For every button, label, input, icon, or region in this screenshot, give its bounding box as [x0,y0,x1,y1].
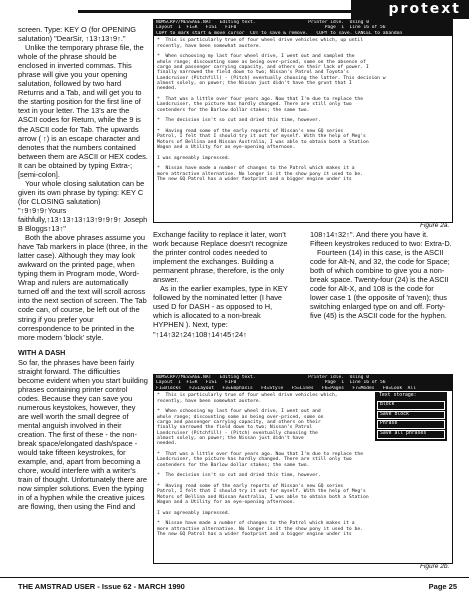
paragraph: "↑14↑32↑24↑108↑14↑45↑24↑ [153,329,247,339]
editor-line: * When schoosing my last four wheel drive, I went out and [157,409,321,415]
magazine-section-logo: protext [388,1,461,17]
editor-line: * When schoosing my last four wheel drive, I went out and sampled the [157,54,355,60]
editor-line: The new GQ Patrol has a wider footprint and a bigger engine under its [157,177,352,183]
editor-line: * Nissan have made a number of changes to the Patrol which makes it a [157,166,355,172]
editor-line: I was agreeably impressed. [157,155,231,161]
editor-line: more attractive alternative. No longer is it the show pony it used to be. [157,171,364,177]
footer-rule [0,577,469,578]
status-bar: Layout 1 F1=K F1S1 F1F0 Page 1 Line 16 of 56 [154,380,452,385]
editor-line: needed. [157,86,177,92]
editor-line: * This is particularly true of four wheel drive vehicles which, up until [157,38,364,44]
editor-line: Patrol, I felt that I should try it out for myself. With the help of Meg's [157,134,366,140]
editor-line: I was agreeably impressed. [157,510,231,516]
editor-line: * Having read some of the early reports of Nissan's new GQ series [157,484,344,490]
editor-line: finally narrowed the field down to two; Nissan's Patrol [157,425,313,431]
editor-line: The new GQ Patrol has a wider footprint and a bigger engine under its [157,532,352,538]
editor-line: Landcruiser (Pitchfill) - (Pitch) eventually choosing the [157,430,318,436]
paragraph: 108↑14↑32↑". And there you have it. Fifteen keystrokes reduced to two: Extra-D. [310,230,452,249]
screenshot-figure-2a [153,19,453,223]
editor-line: needed. [157,441,177,447]
editor-line: more attractive alternative. No longer is it the show pony it used to be. [157,526,364,532]
editor-line: cargo and passenger carrying capacity, and others on their lack of power. I [157,64,369,70]
editor-line: contenders for the Barlow dollar stakes; the same two. [157,462,310,468]
paragraph: Your whole closing salutation can be given its own phrase by typing: KEY C (for CLOSING salutation) "↑9↑9↑9↑Yours faithfully,↑13↑13↑13↑13↑9↑9↑9↑ Joseph B Bloggs↑13↑" [18,178,148,234]
editor-line: whole range; discounting some as being over-priced, some on the absence of [157,59,366,65]
editor-line: Landcruiser (Pitchfill) - (Pitch) eventually choosing the latter. This decision w [157,75,386,81]
right-text-column [310,230,452,320]
paragraph: Unlike the temporary phrase file, the whole of the phrase should be enclosed in inverted commas. This phrase will give you your opening salutation, followed by two hard Returns and a Tab, and will get you to the starting position for the first line of text in your letter. The 13's are the ASCII codes for Return, while the 9 is the ASCII code for Tab. The upwards arrow ( ↑) is an escape character and denotes that the numbers contained between them are ASCII or HEX codes. It can be obtained by typing Extra-; [semi-colon]. [18,43,148,179]
editor-line: * The decision isn't so cut and dried this time, however. [157,118,321,124]
paragraph: Exchange facility to replace it later, won't work because Replace doesn't recognize the printer control codes needed to implement the exchanges. Building a permanent phrase, therefore, is the only answer. [153,230,288,285]
editor-line: contenders for the Barlow dollar stakes; the same two. [157,107,310,113]
editor-line: almost solely, on power; the Nissan just didn't have the grunt that I [157,80,352,86]
editor-line: * Nissan have made a number of changes to the Patrol which makes it a [157,521,355,527]
editor-line: * That was a little over four years ago. Now that I'm due to replace the [157,452,364,457]
left-text-column [18,25,148,511]
editor-line: Motors of Bellina and Nissan Australia, I was able to obtain both a Station [157,494,369,500]
menu-item[interactable]: Save block [377,411,445,420]
editor-line: Wagon and a Utility for an eye-opening afternoon. [157,500,296,506]
menu-item[interactable]: Phrase [377,420,445,429]
editor-line: cargo and passenger carrying capacity, and others on their [157,419,321,425]
editor-line: * That was a little over four years ago. Now that I'm due to replace the [157,97,364,102]
editor-line: almost solely, on power; the Nissan just didn't have [157,435,304,441]
paragraph: So far, the phrases have been fairly straight forward. The difficulties become evident when you start building phrases containing printer control codes. Because they can save you numerous keystokes, however, they are well worth the small degree of mental anguish involved in their creation. The first of these - the non-break space/elongated dash/space - would take fifteen keystrokes, for example, and, apart from becoming a chore, would interfere with a writer's train of thought. Unfortunately there are now simpler solutions. Even the typing in of a hyphen while the creative juices are flowing, then using the Find and [18,357,148,512]
status-bar: COPY to mark start & move cursor CUT to save & remove. COPY to save. CANCEL to abandon [154,31,452,36]
paragraph: Both the above phrases assume you have Tab markers in place (three, in the latter case). Although they may look awkward on the printed page, when typing them in Program mode, Word-Wrap and rulers are automatically turned off and the text will scroll across into the next section of screen. The Tab code can, of course, be left out of the string if you prefer your correspondence to be printed in the more modern 'block' style. [18,233,148,342]
status-bar: F1=Blocks F2=Layout F3=Emphasis F4=Style F5=Lines F6=Pages F7=Modes F8=Look All [154,386,452,391]
editor-line: Landcruiser, the picture has hardly changed. There are still only two [157,102,352,108]
paragraph: screen. Type: KEY O (for OPENING salutation) "DearSir, ↑13↑13↑9↑." [18,25,137,44]
menu-item[interactable]: Block [377,401,445,410]
editor-text-area [154,36,452,184]
status-bar: NUMSCRP7/MESSAGE.NAT Editing text. Printer idle. Using 0 [154,20,452,25]
editor-line: Landcruiser, the picture has hardly changed. There are still only two [157,457,352,463]
page-header [0,0,469,19]
figure-2b-caption: Figure 2b. [420,563,450,570]
editor-line: recently, have been somewhat austere. [157,398,262,404]
menu-title: Text storage: [379,393,417,398]
figure-2a-caption: Figure 2a. [420,222,450,229]
editor-line: * The decision isn't so cut and dried this time, however. [157,473,321,479]
editor-line: * Having read some of the early reports of Nissan's new GQ series [157,129,344,135]
footer-page-number: Page 25 [428,582,457,591]
footer-issue: THE AMSTRAD USER - Issue 62 - MARCH 1990 [18,582,185,591]
paragraph: Fourteen (14) in this case, is the ASCII code for Alt-N, and 32, the code for Space; both of which combine to give you a non-break space. Twenty-four (24) is the ASCII code for Alt-X, and 108 is the code for lower case 1 (the opposite of 'raven); thus switching enlarged type on and off. Forty-five (45) is the ASCII code for the hyphen. [310,248,450,321]
editor-line: Motors of Bellina and Nissan Australia, I was able to obtain both a Station [157,139,369,145]
header-tab [351,0,469,19]
status-bar: Layout 1 F1=K F1S1 F1F0 Page 1 Line 16 of 56 [154,25,452,30]
menu-item[interactable]: Save all phrases [377,430,445,439]
editor-line: * This is particularly true of four wheel drive vehicles which, [157,393,338,399]
subheading: WITH A DASH [18,347,66,357]
editor-line: recently, have been somewhat austere. [157,43,262,49]
status-bar: NUMSCRP7/MESSAGE.NAT Editing text. Printer idle. Using 0 [154,375,452,380]
paragraph: As in the earlier examples, type in KEY followed by the nominated letter (I have used D for DASH - as opposed to H, which is allocated to a non-break HYPHEN ). Next, type: [153,284,288,330]
editor-line: Patrol, I felt that I should try it out for myself. With the help of Meg's [157,489,366,495]
text-storage-menu [375,392,447,441]
editor-line: Wagon and a Utility for an eye-opening afternoon. [157,145,296,151]
editor-line: whole range; discounting some as being over-priced, some on [157,414,324,420]
middle-text-column [153,230,291,339]
editor-line: finally narrowed the field down to two; Nissan's Patrol and Toyota's [157,70,349,76]
